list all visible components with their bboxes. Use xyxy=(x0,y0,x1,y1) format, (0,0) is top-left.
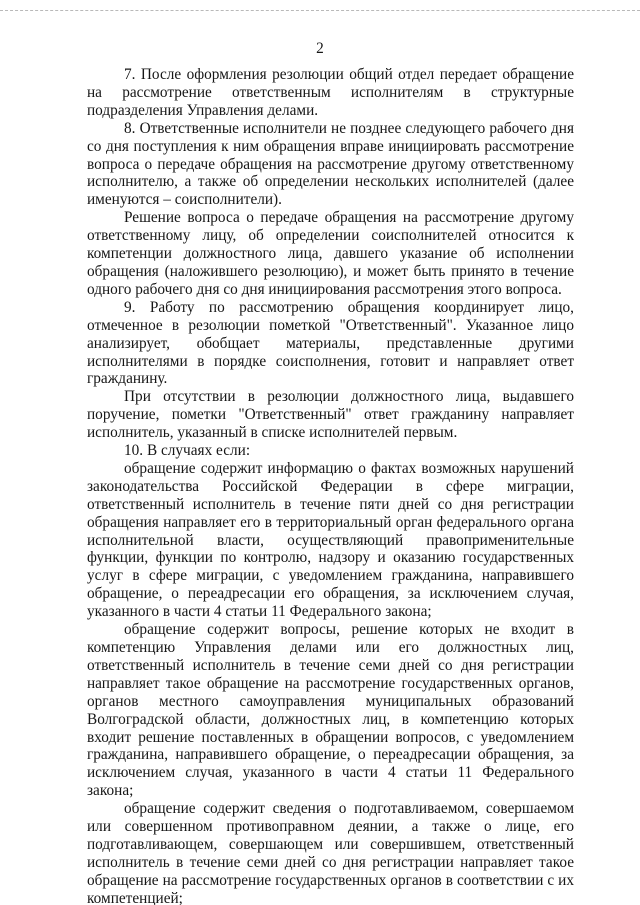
scan-edge-mark xyxy=(0,10,640,11)
paragraph-8: 8. Ответственные исполнители не позднее следующего рабочего дня со дня поступления к ним обращения вправе инициировать рассмотрение вопроса о передаче обращения на рассмотрение другому ответственному исполнителю, а также об определении нескольких исполнителей (далее именуются – соисполнители). xyxy=(87,119,574,209)
document-body xyxy=(87,66,574,905)
paragraph-10: 10. В случаях если: xyxy=(124,442,251,460)
paragraph-10-unlawful-act: обращение содержит сведения о подготавливаемом, совершаемом или совершенном противоправном деянии, а также о лице, его подготавливающем, совершающем или совершившем, ответственный исполнитель в течение семи дней со дня регистрации направляет такое обращение на рассмотрение государственных органов в соответствии с их компетенцией; xyxy=(87,800,574,905)
paragraph-9-absence: При отсутствии в резолюции должностного лица, выдавшего поручение, пометки "Ответственный" ответ гражданину направляет исполнитель, указанный в списке исполнителей первым. xyxy=(87,388,574,442)
paragraph-10-competence: обращение содержит вопросы, решение которых не входит в компетенцию Управления делами или его должностных лиц, ответственный исполнитель в течение семи дней со дня регистрации направляет такое обращение на рассмотрение государственных органов, органов местного самоуправления муниципальных образований Волгоградской области, должностных лиц, в компетенцию которых входит решение поставленных в обращении вопросов, с уведомлением гражданина, направившего обращение, о переадресации обращения, за исключением случая, указанного в части 4 статьи 11 Федерального закона; xyxy=(87,621,574,800)
paragraph-8-decision: Решение вопроса о передаче обращения на рассмотрение другому ответственному лицу, об определении соисполнителей относится к компетенции должностного лица, давшего указание об исполнении обращения (наложившего резолюцию), и может быть принято в течение одного рабочего дня со дня инициирования рассмотрения этого вопроса. xyxy=(87,209,574,298)
paragraph-9: 9. Работу по рассмотрению обращения координирует лицо, отмеченное в резолюции пометкой "Ответственный". Указанное лицо анализирует, обобщает материалы, представленные другими исполнителями в порядке соисполнения, готовит и направляет ответ гражданину. xyxy=(87,298,574,388)
page-number: 2 xyxy=(316,40,324,57)
paragraph-10-migration: обращение содержит информацию о фактах возможных нарушений законодательства Российской Федерации в сфере миграции, ответственный исполнитель в течение пяти дней со дня регистрации обращения направляет его в территориальный орган федерального органа исполнительной власти, осуществляющий правоприменительные функции, функции по контролю, надзору и оказанию государственных услуг в сфере миграции, с уведомлением гражданина, направившего обращение, о переадресации его обращения, за исключением случая, указанного в части 4 статьи 11 Федерального закона; xyxy=(87,459,574,621)
paragraph-7: 7. После оформления резолюции общий отдел передает обращение на рассмотрение ответственным исполнителям в структурные подразделения Управления делами. xyxy=(87,66,574,119)
